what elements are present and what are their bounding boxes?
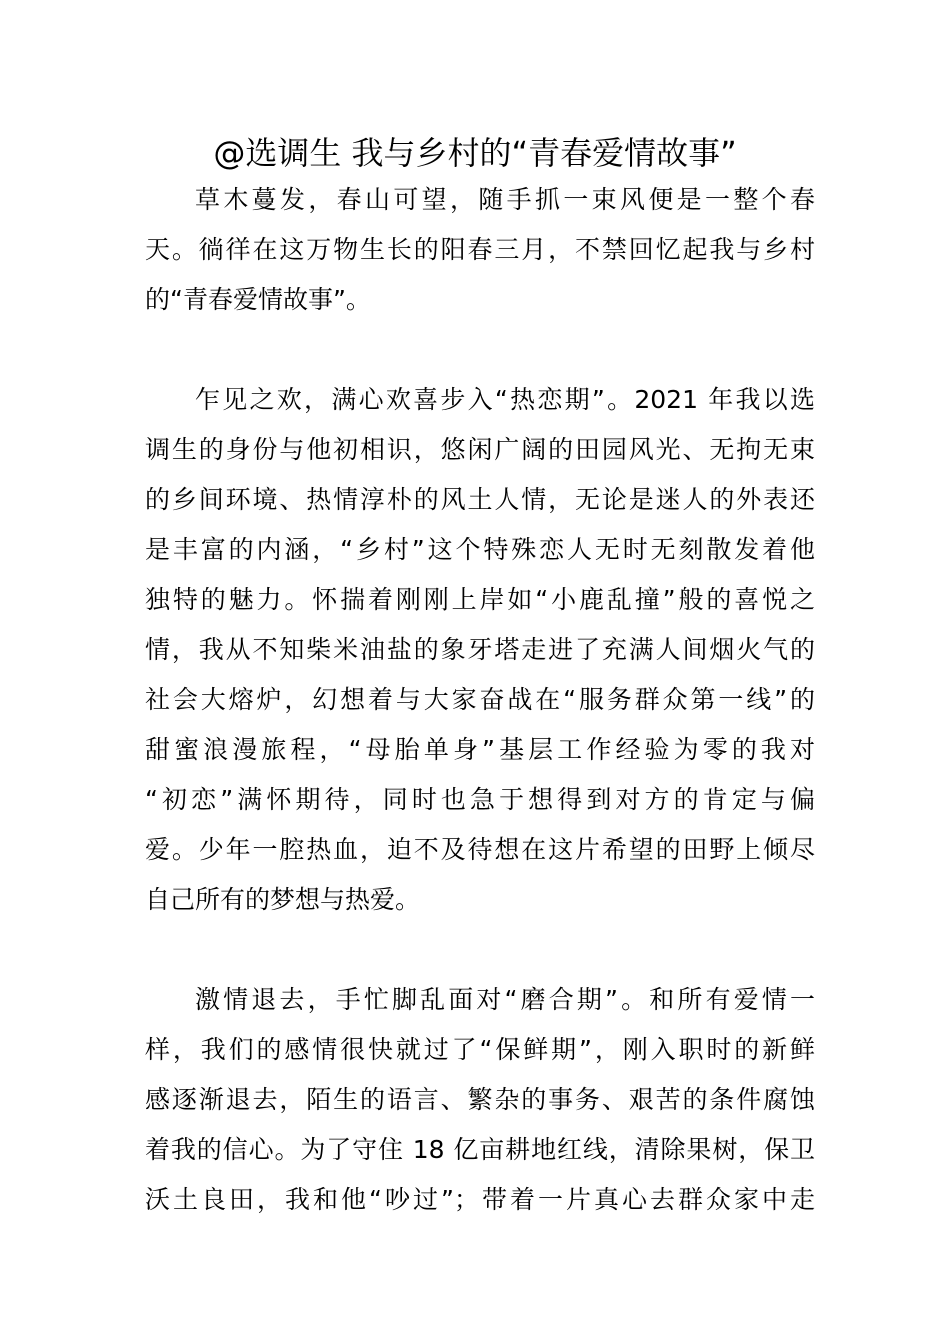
paragraph-line: 感逐渐退去，陌生的语言、繁杂的事务、艰苦的条件腐蚀	[145, 1085, 815, 1114]
paragraph-line: 沃土良田，我和他“吵过”；带着一片真心去群众家中走	[145, 1185, 815, 1214]
paragraph-line: 着我的信心。为了守住 18 亿亩耕地红线，清除果树，保卫	[145, 1135, 815, 1164]
paragraph-line: 是丰富的内涵，“乡村”这个特殊恋人无时无刻散发着他	[145, 535, 815, 564]
paragraph-line: 爱。少年一腔热血，迫不及待想在这片希望的田野上倾尽	[145, 835, 815, 864]
paragraph-line: 的“青春爱情故事”。	[145, 285, 371, 314]
paragraph-line: 情，我从不知柴米油盐的象牙塔走进了充满人间烟火气的	[145, 635, 815, 664]
paragraph-line: 乍见之欢，满心欢喜步入“热恋期”。2021 年我以选	[195, 385, 815, 414]
paragraph-line: 独特的魅力。怀揣着刚刚上岸如“小鹿乱撞”般的喜悦之	[145, 585, 815, 614]
document-title: @选调生 我与乡村的“青春爱情故事”	[213, 134, 737, 172]
paragraph-line: 激情退去，手忙脚乱面对“磨合期”。和所有爱情一	[195, 985, 815, 1014]
paragraph-line: 调生的身份与他初相识，悠闲广阔的田园风光、无拘无束	[145, 435, 815, 464]
paragraph-line: 自己所有的梦想与热爱。	[145, 885, 421, 914]
paragraph-line: 草木蔓发，春山可望，随手抓一束风便是一整个春	[195, 185, 815, 214]
paragraph-line: 甜蜜浪漫旅程，“母胎单身”基层工作经验为零的我对	[145, 735, 815, 764]
paragraph-line: 天。徜徉在这万物生长的阳春三月，不禁回忆起我与乡村	[145, 235, 815, 264]
paragraph-line: 社会大熔炉，幻想着与大家奋战在“服务群众第一线”的	[145, 685, 815, 714]
paragraph-line: “初恋”满怀期待，同时也急于想得到对方的肯定与偏	[145, 785, 815, 814]
paragraph-line: 样，我们的感情很快就过了“保鲜期”，刚入职时的新鲜	[145, 1035, 815, 1064]
paragraph-line: 的乡间环境、热情淳朴的风土人情，无论是迷人的外表还	[145, 485, 815, 514]
